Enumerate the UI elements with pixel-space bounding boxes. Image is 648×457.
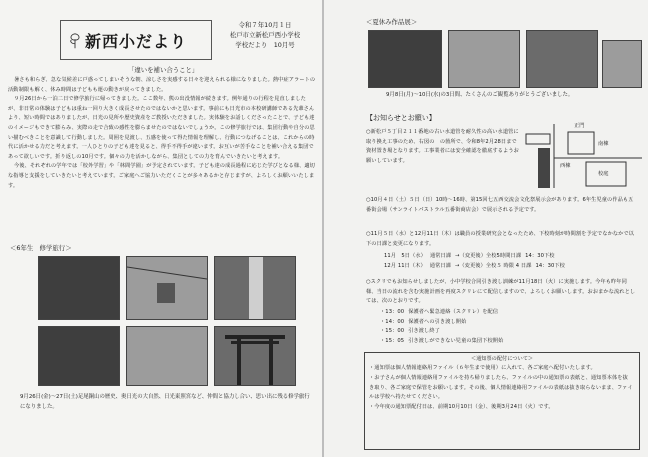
photo-exhibit-room bbox=[368, 30, 442, 88]
left-page bbox=[0, 0, 322, 457]
trip-title: ＜6年生 修学旅行＞ bbox=[10, 244, 72, 252]
leaf-logo-icon bbox=[66, 32, 84, 50]
timeline-time: ・15：05 bbox=[380, 337, 405, 344]
photo-waterfall bbox=[214, 256, 296, 320]
photo-torii-gate bbox=[214, 326, 296, 386]
schedule-row bbox=[384, 252, 634, 262]
pickup-timeline bbox=[380, 308, 630, 346]
photo-group-seated bbox=[126, 326, 208, 386]
timeline-row bbox=[380, 308, 630, 318]
lead-title: 「違いを補い合うこと」 bbox=[128, 66, 199, 74]
construction-map bbox=[524, 118, 644, 190]
map-label-west-wing: 西棟 bbox=[560, 163, 571, 169]
photo-temple-guide bbox=[38, 256, 120, 320]
notice-heading: 【お知らせとお願い】 bbox=[366, 114, 436, 122]
lead-paragraph: 暑さも和らぎ、急な気候差に戸惑ってしまいそうな朝、涼しさを実感する日々を迎えられる様になりました。熱中症アラートの活動制限も解く、休み時間は子どもも運の動きが戻ってきました。 bbox=[8, 77, 316, 93]
report-card-box bbox=[364, 352, 640, 450]
schedule-row bbox=[384, 262, 634, 272]
newsletter-title: 新西小だより bbox=[84, 31, 187, 51]
photo-students-lake bbox=[38, 326, 120, 386]
school-name: 松戸市立新松戸西小学校 bbox=[229, 31, 301, 39]
schedule-table bbox=[384, 252, 634, 271]
timeline-row bbox=[380, 318, 630, 328]
timeline-row bbox=[380, 337, 630, 347]
trip-caption: 9月26日(金)～27日(土)足尾銅山の歴史、奥日光の大自然、日光東照宮など、仲間と協力し合い、思い出に残る修学旅行になりました。 bbox=[20, 394, 310, 410]
lead-article bbox=[8, 76, 316, 191]
schedule-date: 12月 11日（木） bbox=[384, 262, 426, 269]
photo-exhibit-hall bbox=[526, 30, 598, 88]
report-card-line: ・お子さんが個人情報連絡用ファイルを持ち帰りましたら、ファイルの中の通知票の表紙と、通知票本体を抜き取り、各ご家庭で保管をお願いします。その後、個人情報連絡用ファイルの表紙は抜き取らないまま、ファイルは学校へ持たせてください。 bbox=[369, 375, 633, 401]
photo-exhibit-tables bbox=[448, 30, 520, 88]
lead-paragraph: 今後、それぞれの学年では「校外学習」や「林間学園」が予定されています。子ども達の成長過程に応じた学びとなる様、適切な指導と支援をしていきたいと考えています。ご家庭へご協力いただくことが多々あるかと存じますが、よろしくお願いいたします。 bbox=[8, 163, 315, 189]
timeline-label: 引き渡し終了 bbox=[408, 328, 440, 335]
issue-date: 令和７年10月１日 bbox=[238, 21, 292, 29]
report-card-text bbox=[369, 364, 633, 412]
timeline-time: ・13：00 bbox=[380, 309, 405, 315]
notice-construction: ○新松戸５丁目２１１番地の古い水道管を耐久性の高い水道管に取り換え工事のため、右図の の箇所で、令和8年2月28日まで資材置き場となります。工事業者には安全確認を徹底するようお願いしています。 bbox=[366, 129, 519, 164]
notice-pickup-drill: ○スクリでもお知らせしましたが、小中学校合同引き渡し訓練が11月18日（火）に実施します。今年も昨年同様、当日の流れを含む実施計画を再度スクリレにて配信しますので、よろしくお願いします。おおまかな流れとしては、次のとおりです。 bbox=[366, 279, 636, 305]
schedule-change: →（変更後）全校5時間日課 bbox=[455, 253, 522, 259]
summer-caption: 9月8日(月)～10日(水)の3日間、たくさんのご観覧ありがとうございました。 bbox=[386, 92, 574, 98]
schedule-type: 通常日課 bbox=[429, 262, 451, 269]
ropeway-illustration-icon bbox=[127, 257, 207, 319]
map-label-south-wing: 南棟 bbox=[598, 141, 609, 147]
right-page bbox=[324, 0, 648, 457]
schedule-change: →（変更後）全校５ 時限 4 日課 bbox=[454, 262, 532, 269]
torii-illustration-icon bbox=[215, 327, 295, 385]
lead-paragraph: ９月26日から一泊二日で修学旅行に帰ってきました。ここ数年、熊の出没情報が続きます。例年通りの行程を見直しましたが、非日常の体験は子どもは重ね一回り大きく成長させたのではないかと思います。事前にも日光市の本校研講師である先輩さんより、短い時間ではありましたが、日光の見所や歴史資産をご教授いただきました。実体験をお話しくださったことで、子ども達のイメージもできて膨らみ、実際の走で合致の感性を膨らませたのではないでしょうか。この修学旅行では、集団行動や自分の思い描むべきことを意識して行動しました。周囲を見渡し、五感を使って得た情報を理解し、行動につなげることは、これからの時代に活かせる力だと考えます。一人ひとりの子ども達を見ると、得手不得手が違います。お互いが苦手なことを補い合える集団であって欲しいです。折り返しの10月です。個々の力を活かしながら、集団としての力を育んでいきたいと考えます。 bbox=[8, 96, 315, 160]
map-label-schoolyard: 校庭 bbox=[598, 171, 609, 177]
timeline-label: 保護者へ緊急連絡（スクリレ）を配信 bbox=[408, 309, 499, 315]
timeline-time: ・15：00 bbox=[380, 328, 405, 335]
waterfall-illustration-icon bbox=[215, 257, 295, 319]
summer-title: ＜夏休み作品展＞ bbox=[366, 18, 418, 26]
timeline-label: 保護者への引き渡し開始 bbox=[408, 318, 467, 325]
issue-meta bbox=[213, 20, 317, 50]
photo-exhibit-display bbox=[602, 40, 642, 88]
schedule-time: 14：30下校 bbox=[535, 262, 565, 269]
timeline-time: ・14：00 bbox=[380, 318, 405, 325]
timeline-label: 引き渡しができない児童の集団下校開始 bbox=[408, 337, 504, 344]
timeline-row bbox=[380, 327, 630, 337]
notice-culture-festival: ○10月４日（土）５日（日）10時～16時、第15回七五西交流会文化祭展示会があります。6年生児童の作品も五番街会場（サンライトパストラル五番街商店会）で展示される予定です。 bbox=[366, 197, 634, 213]
report-card-title: ＜通知票の配付について＞ bbox=[470, 356, 534, 362]
notice-schedule-change: ○11月５日（水）と12月11日（木）は職員の授業研究会となったため、下校時刻が時間割を予定でなかなかで以下の日課と変更になります。 bbox=[366, 231, 635, 247]
report-card-line: ・通知票は個人情報連絡用ファイル（６年生まで使用）に入れて、各ご家庭へ配付いたします。 bbox=[369, 365, 596, 372]
schedule-time: 14：30下校 bbox=[525, 253, 555, 259]
issue-number: 学校だより 10月号 bbox=[235, 41, 295, 49]
schedule-date: 11月 5日（水） bbox=[384, 253, 426, 259]
map-label-main-gate: 正門 bbox=[574, 123, 585, 129]
report-card-line: ・今年度の通知票配付日は、前期10月10日（金）、後期3月24日（火）です。 bbox=[369, 403, 554, 410]
schedule-type: 通常日課 bbox=[429, 253, 452, 259]
photo-ropeway bbox=[126, 256, 208, 320]
